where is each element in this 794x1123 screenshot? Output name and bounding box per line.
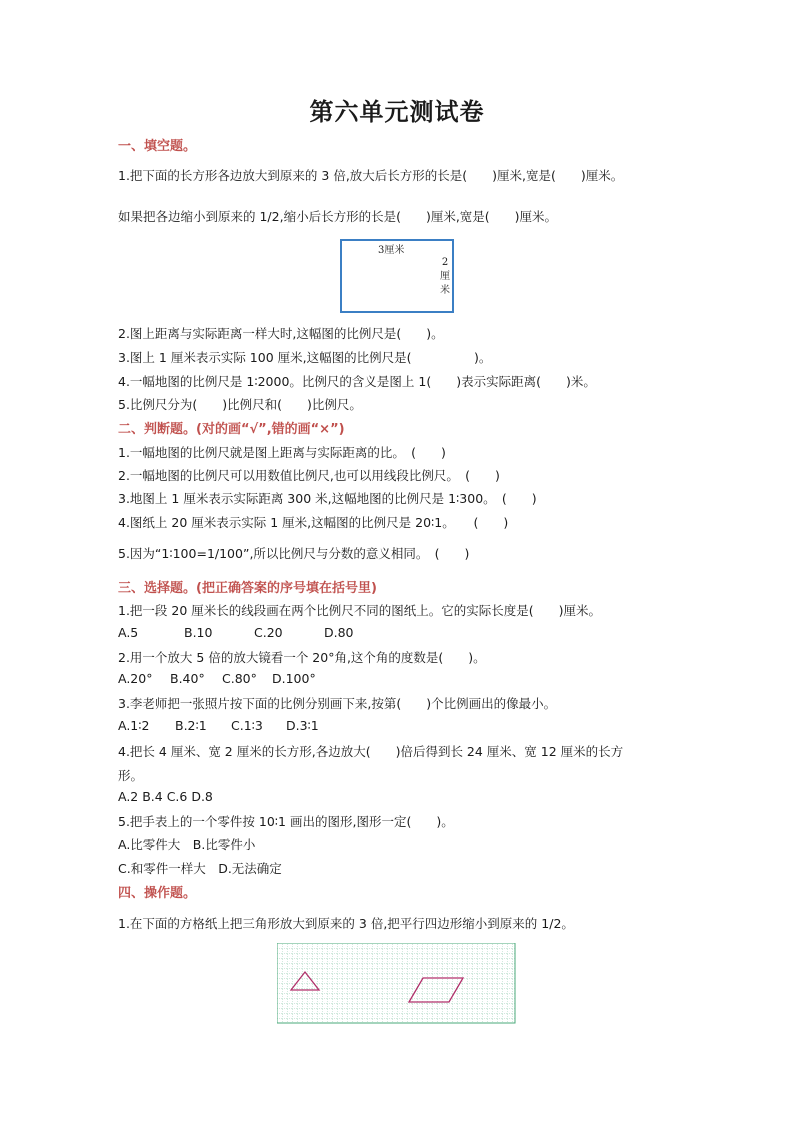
judge-question-1: 1.一幅地图的比例尺就是图上距离与实际距离的比。 ( ) (118, 445, 446, 460)
option-d: D.3∶1 (286, 718, 319, 733)
judge-question-5: 5.因为“1∶100=1/100”,所以比例尺与分数的意义相同。 ( ) (118, 546, 470, 561)
section-operate: 四、操作题。 (118, 886, 197, 901)
grid-paper-svg (277, 943, 516, 1024)
judge-question-4: 4.图纸上 20 厘米表示实际 1 厘米,这幅图的比例尺是 20∶1。 ( ) (118, 515, 509, 530)
option-a: A.1∶2 (118, 718, 150, 733)
rectangle-height-label: 2 厘 米 (440, 257, 450, 296)
page-title: 第六单元测试卷 (309, 98, 485, 126)
option-c: C.1∶3 (231, 718, 263, 733)
fill-question-2: 2.图上距离与实际距离一样大时,这幅图的比例尺是( )。 (118, 326, 444, 341)
rectangle-width-label: 3厘米 (378, 245, 405, 256)
choice-question-3: 3.李老师把一张照片按下面的比例分别画下来,按第( )个比例画出的像最小。 (118, 696, 557, 711)
option-c: C.80° (222, 671, 257, 686)
option-d: D.80 (324, 625, 354, 640)
option-a: A.5 (118, 625, 139, 640)
choice-question-2: 2.用一个放大 5 倍的放大镜看一个 20°角,这个角的度数是( )。 (118, 650, 486, 665)
choice-question-5: 5.把手表上的一个零件按 10∶1 画出的图形,图形一定( )。 (118, 814, 454, 829)
choice-options-4: A.2 B.4 C.6 D.8 (118, 789, 213, 804)
judge-question-3: 3.地图上 1 厘米表示实际距离 300 米,这幅地图的比例尺是 1∶300。 ( ) (118, 491, 537, 506)
option-b: B.10 (184, 625, 213, 640)
option-b: B.40° (170, 671, 205, 686)
option-d: D.100° (272, 671, 316, 686)
section-fill-in: 一、填空题。 (118, 139, 197, 154)
judge-question-2: 2.一幅地图的比例尺可以用数值比例尺,也可以用线段比例尺。 ( ) (118, 468, 500, 483)
option-b: B.2∶1 (175, 718, 207, 733)
choice-options-5a: A.比零件大 B.比零件小 (118, 837, 256, 852)
fill-question-1b: 如果把各边缩小到原来的 1/2,缩小后长方形的长是( )厘米,宽是( )厘米。 (118, 209, 558, 224)
choice-question-4b: 形。 (118, 768, 144, 783)
section-choice: 三、选择题。(把正确答案的序号填在括号里) (118, 581, 377, 596)
grid-paper (277, 943, 516, 1028)
choice-options-2 (118, 671, 316, 686)
section-judge: 二、判断题。(对的画“√”,错的画“×”) (118, 422, 345, 437)
choice-options-5b: C.和零件一样大 D.无法确定 (118, 861, 282, 876)
choice-question-1: 1.把一段 20 厘米长的线段画在两个比例尺不同的图纸上。它的实际长度是( )厘米。 (118, 603, 602, 618)
fill-question-1a: 1.把下面的长方形各边放大到原来的 3 倍,放大后长方形的长是( )厘米,宽是( )厘米。 (118, 168, 624, 183)
choice-question-4a: 4.把长 4 厘米、宽 2 厘米的长方形,各边放大( )倍后得到长 24 厘米、宽 12 厘米的长方 (118, 744, 624, 759)
fill-question-4: 4.一幅地图的比例尺是 1∶2000。比例尺的含义是图上 1( )表示实际距离( )米。 (118, 374, 596, 389)
option-c: C.20 (254, 625, 283, 640)
choice-options-3 (118, 718, 319, 733)
operate-question-1: 1.在下面的方格纸上把三角形放大到原来的 3 倍,把平行四边形缩小到原来的 1/2。 (118, 916, 574, 931)
fill-question-3: 3.图上 1 厘米表示实际 100 厘米,这幅图的比例尺是( )。 (118, 350, 492, 365)
option-a: A.20° (118, 671, 153, 686)
choice-options-1 (118, 625, 354, 640)
fill-question-5: 5.比例尺分为( )比例尺和( )比例尺。 (118, 397, 362, 412)
grid-area (277, 943, 515, 1023)
